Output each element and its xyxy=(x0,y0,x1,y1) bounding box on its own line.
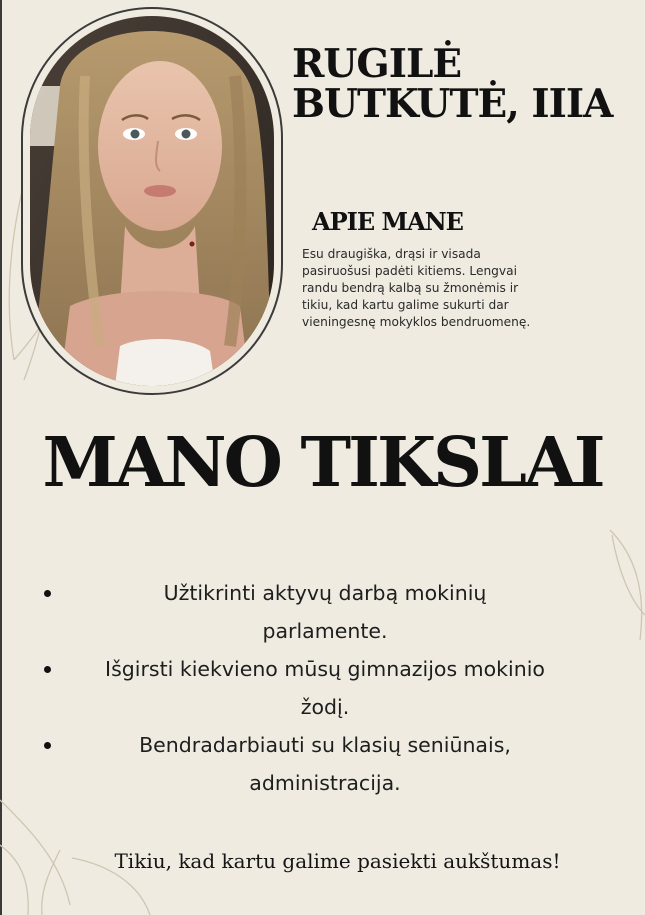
about-line: Esu draugiška, drąsi ir visada xyxy=(302,247,481,261)
goals-list xyxy=(30,574,620,802)
about-line: pasiruošusi padėti kitiems. Lengvai xyxy=(302,264,517,278)
goal-line: parlamente. xyxy=(262,619,388,643)
bullet-icon xyxy=(44,590,51,597)
about-paragraph xyxy=(302,246,602,331)
bullet-icon xyxy=(44,666,51,673)
candidate-name xyxy=(292,41,632,127)
bullet-icon xyxy=(44,742,51,749)
goal-line: žodį. xyxy=(300,695,350,719)
about-line: randu bendrą kalbą su žmonėmis ir xyxy=(302,281,519,295)
about-heading: APIE MANE xyxy=(312,207,463,236)
portrait-frame xyxy=(21,7,283,395)
goal-item xyxy=(30,726,620,802)
about-line: tikiu, kad kartu galime sukurti dar xyxy=(302,298,509,312)
goal-line: Išgirsti kiekvieno mūsų gimnazijos mokinio xyxy=(105,657,545,681)
about-line: vieningesnę mokyklos bendruomenę. xyxy=(302,315,531,329)
goal-line: Bendradarbiauti su klasių seniūnais, xyxy=(139,733,511,757)
goal-item xyxy=(30,574,620,650)
profile-photo xyxy=(30,16,274,386)
closing-statement: Tikiu, kad kartu galime pasiekti aukštumas! xyxy=(114,849,561,873)
goal-line: Užtikrinti aktyvų darbą mokinių xyxy=(163,581,487,605)
goals-heading: MANO TIKSLAI xyxy=(42,423,603,503)
goal-line: administracija. xyxy=(249,771,401,795)
goal-item xyxy=(30,650,620,726)
name-line-1: RUGILĖ xyxy=(292,41,462,87)
name-line-2: BUTKUTĖ, IIIA xyxy=(292,81,613,127)
